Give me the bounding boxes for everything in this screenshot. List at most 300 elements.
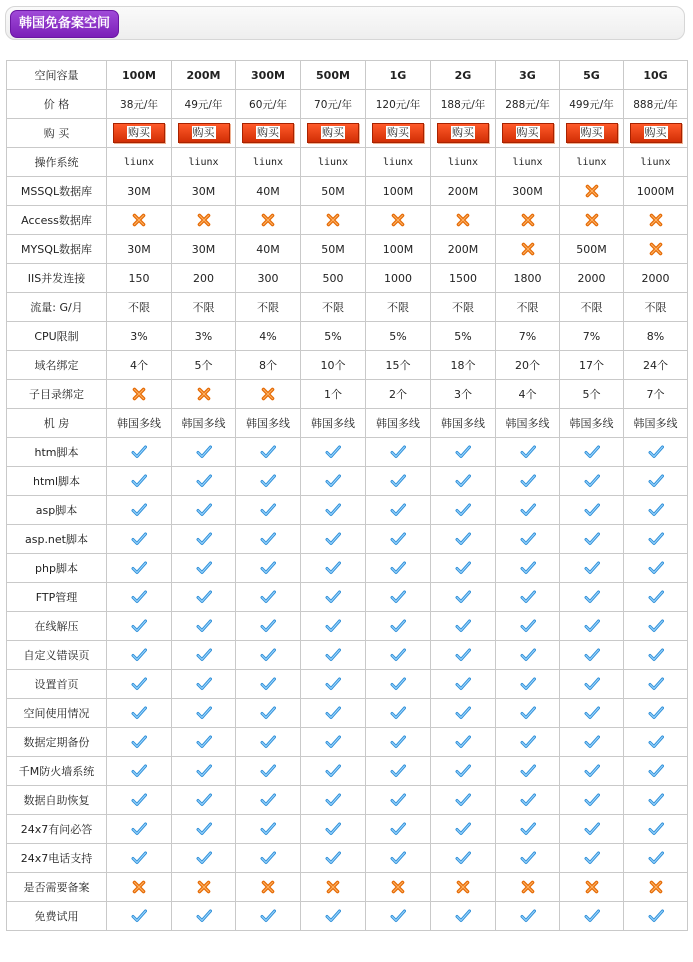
table-cell: 4%	[236, 322, 301, 351]
table-cell: 韩国多线	[366, 409, 431, 438]
row-label: 数据自助恢复	[7, 786, 107, 815]
feature-yes	[366, 757, 431, 786]
feature-no	[624, 873, 688, 902]
check-icon	[325, 908, 341, 924]
feature-yes	[172, 670, 236, 699]
feature-no	[107, 873, 172, 902]
feature-yes	[172, 612, 236, 641]
feature-yes	[496, 786, 560, 815]
table-row	[7, 699, 688, 728]
check-icon	[131, 763, 147, 779]
row-label: 数据定期备份	[7, 728, 107, 757]
feature-yes	[431, 902, 496, 931]
cross-icon	[131, 212, 147, 228]
check-icon	[584, 589, 600, 605]
pricing-table-body	[7, 61, 688, 931]
page-header	[5, 6, 685, 40]
feature-yes	[431, 786, 496, 815]
feature-yes	[431, 728, 496, 757]
column-header: 3G	[496, 61, 560, 90]
feature-yes	[172, 525, 236, 554]
feature-yes	[431, 612, 496, 641]
table-cell: 20个	[496, 351, 560, 380]
cross-icon	[260, 879, 276, 895]
cross-icon	[390, 879, 406, 895]
check-icon	[390, 473, 406, 489]
table-cell: 3个	[431, 380, 496, 409]
check-icon	[196, 676, 212, 692]
check-icon	[390, 763, 406, 779]
cross-icon	[584, 183, 600, 199]
feature-yes	[366, 554, 431, 583]
buy-cell	[236, 119, 301, 148]
feature-yes	[496, 844, 560, 873]
table-cell: 17个	[560, 351, 624, 380]
table-cell: liunx	[624, 148, 688, 177]
buy-cell	[431, 119, 496, 148]
feature-yes	[107, 467, 172, 496]
check-icon	[648, 531, 664, 547]
check-icon	[325, 560, 341, 576]
check-icon	[455, 618, 471, 634]
check-icon	[390, 734, 406, 750]
check-icon	[196, 908, 212, 924]
buy-button-label: 购买	[192, 126, 215, 139]
table-row	[7, 554, 688, 583]
check-icon	[325, 502, 341, 518]
feature-yes	[236, 699, 301, 728]
feature-yes	[624, 554, 688, 583]
check-icon	[390, 560, 406, 576]
feature-no	[172, 380, 236, 409]
table-cell: liunx	[496, 148, 560, 177]
table-row	[7, 293, 688, 322]
table-cell: liunx	[301, 148, 366, 177]
table-cell: 不限	[301, 293, 366, 322]
cross-icon	[196, 386, 212, 402]
feature-yes	[366, 467, 431, 496]
buy-button[interactable]	[437, 123, 489, 143]
cross-icon	[648, 241, 664, 257]
check-icon	[196, 792, 212, 808]
check-icon	[260, 531, 276, 547]
feature-no	[560, 206, 624, 235]
feature-yes	[366, 728, 431, 757]
feature-yes	[172, 902, 236, 931]
check-icon	[131, 676, 147, 692]
column-header: 100M	[107, 61, 172, 90]
feature-yes	[301, 786, 366, 815]
check-icon	[196, 705, 212, 721]
table-cell: 5%	[431, 322, 496, 351]
check-icon	[260, 473, 276, 489]
table-cell: 不限	[236, 293, 301, 322]
buy-button[interactable]	[307, 123, 359, 143]
feature-yes	[431, 554, 496, 583]
table-row	[7, 873, 688, 902]
check-icon	[584, 444, 600, 460]
table-cell: 韩国多线	[560, 409, 624, 438]
feature-yes	[560, 641, 624, 670]
table-row	[7, 206, 688, 235]
feature-yes	[107, 554, 172, 583]
table-row	[7, 467, 688, 496]
table-cell: liunx	[172, 148, 236, 177]
table-cell: 1000M	[624, 177, 688, 206]
table-cell: 3%	[172, 322, 236, 351]
table-cell: liunx	[107, 148, 172, 177]
table-cell: 1个	[301, 380, 366, 409]
table-cell: 30M	[172, 177, 236, 206]
feature-yes	[624, 786, 688, 815]
check-icon	[390, 821, 406, 837]
buy-cell	[301, 119, 366, 148]
table-row	[7, 844, 688, 873]
check-icon	[584, 560, 600, 576]
check-icon	[196, 850, 212, 866]
feature-yes	[496, 815, 560, 844]
table-cell: 不限	[560, 293, 624, 322]
cross-icon	[260, 386, 276, 402]
check-icon	[520, 444, 536, 460]
row-label: asp.net脚本	[7, 525, 107, 554]
feature-yes	[301, 815, 366, 844]
feature-yes	[496, 525, 560, 554]
cross-icon	[520, 241, 536, 257]
buy-button-label: 购买	[257, 126, 279, 139]
feature-yes	[560, 467, 624, 496]
feature-no	[366, 873, 431, 902]
table-cell: 不限	[496, 293, 560, 322]
table-cell: 韩国多线	[107, 409, 172, 438]
feature-no	[107, 380, 172, 409]
buy-button[interactable]	[566, 123, 618, 143]
cross-icon	[520, 212, 536, 228]
table-cell: 288元/年	[496, 90, 560, 119]
check-icon	[584, 734, 600, 750]
check-icon	[325, 647, 341, 663]
check-icon	[584, 705, 600, 721]
feature-yes	[301, 525, 366, 554]
table-cell: 40M	[236, 177, 301, 206]
buy-button-label: 购买	[322, 126, 344, 139]
check-icon	[520, 647, 536, 663]
row-label: MYSQL数据库	[7, 235, 107, 264]
check-icon	[520, 473, 536, 489]
feature-yes	[431, 844, 496, 873]
feature-yes	[172, 438, 236, 467]
feature-yes	[431, 496, 496, 525]
buy-cell	[560, 119, 624, 148]
check-icon	[584, 618, 600, 634]
feature-yes	[496, 757, 560, 786]
table-row	[7, 90, 688, 119]
feature-yes	[366, 612, 431, 641]
check-icon	[196, 560, 212, 576]
check-icon	[648, 821, 664, 837]
check-icon	[455, 676, 471, 692]
check-icon	[260, 792, 276, 808]
feature-yes	[236, 757, 301, 786]
feature-yes	[236, 815, 301, 844]
check-icon	[520, 850, 536, 866]
feature-yes	[107, 496, 172, 525]
table-cell: 韩国多线	[301, 409, 366, 438]
row-label: html脚本	[7, 467, 107, 496]
table-cell: 韩国多线	[624, 409, 688, 438]
check-icon	[131, 560, 147, 576]
table-cell: 500M	[560, 235, 624, 264]
check-icon	[648, 473, 664, 489]
table-row	[7, 177, 688, 206]
check-icon	[131, 502, 147, 518]
buy-button[interactable]	[242, 123, 294, 143]
check-icon	[584, 676, 600, 692]
cross-icon	[584, 212, 600, 228]
row-label: MSSQL数据库	[7, 177, 107, 206]
feature-yes	[236, 467, 301, 496]
feature-yes	[236, 641, 301, 670]
check-icon	[648, 734, 664, 750]
check-icon	[648, 444, 664, 460]
feature-yes	[301, 496, 366, 525]
check-icon	[648, 908, 664, 924]
feature-no	[496, 873, 560, 902]
buy-button[interactable]	[372, 123, 424, 143]
row-label: 流量: G/月	[7, 293, 107, 322]
check-icon	[520, 705, 536, 721]
feature-yes	[431, 641, 496, 670]
feature-yes	[560, 902, 624, 931]
check-icon	[325, 734, 341, 750]
buy-cell	[172, 119, 236, 148]
check-icon	[325, 792, 341, 808]
table-cell: 7个	[624, 380, 688, 409]
buy-button[interactable]	[178, 123, 230, 143]
table-row	[7, 409, 688, 438]
feature-yes	[172, 496, 236, 525]
feature-yes	[236, 902, 301, 931]
feature-yes	[366, 583, 431, 612]
feature-yes	[366, 844, 431, 873]
feature-yes	[172, 815, 236, 844]
row-label: 子目录绑定	[7, 380, 107, 409]
feature-yes	[107, 786, 172, 815]
cross-icon	[196, 879, 212, 895]
check-icon	[325, 676, 341, 692]
check-icon	[196, 502, 212, 518]
feature-yes	[560, 699, 624, 728]
check-icon	[196, 763, 212, 779]
feature-yes	[301, 554, 366, 583]
feature-yes	[431, 699, 496, 728]
table-cell: 不限	[107, 293, 172, 322]
feature-yes	[560, 844, 624, 873]
buy-button-label: 购买	[516, 126, 539, 139]
check-icon	[390, 502, 406, 518]
check-icon	[131, 792, 147, 808]
feature-yes	[560, 786, 624, 815]
check-icon	[196, 589, 212, 605]
table-cell: 15个	[366, 351, 431, 380]
check-icon	[260, 676, 276, 692]
feature-yes	[431, 525, 496, 554]
feature-no	[172, 873, 236, 902]
feature-yes	[560, 728, 624, 757]
check-icon	[196, 531, 212, 547]
check-icon	[648, 560, 664, 576]
feature-yes	[172, 699, 236, 728]
row-label: 24x7电话支持	[7, 844, 107, 873]
table-cell: 150	[107, 264, 172, 293]
table-cell: 300M	[496, 177, 560, 206]
check-icon	[325, 705, 341, 721]
table-cell: 10个	[301, 351, 366, 380]
check-icon	[455, 792, 471, 808]
check-icon	[390, 792, 406, 808]
feature-no	[496, 235, 560, 264]
cross-icon	[520, 879, 536, 895]
feature-yes	[431, 467, 496, 496]
buy-cell	[366, 119, 431, 148]
feature-yes	[624, 757, 688, 786]
feature-yes	[301, 670, 366, 699]
buy-button[interactable]	[502, 123, 554, 143]
feature-yes	[560, 612, 624, 641]
feature-yes	[624, 699, 688, 728]
feature-yes	[236, 786, 301, 815]
feature-yes	[172, 728, 236, 757]
table-cell: 4个	[107, 351, 172, 380]
cross-icon	[390, 212, 406, 228]
feature-yes	[624, 670, 688, 699]
check-icon	[455, 444, 471, 460]
column-header: 5G	[560, 61, 624, 90]
row-label: htm脚本	[7, 438, 107, 467]
row-label: 自定义错误页	[7, 641, 107, 670]
table-cell: 7%	[560, 322, 624, 351]
check-icon	[455, 763, 471, 779]
feature-yes	[172, 583, 236, 612]
check-icon	[260, 444, 276, 460]
column-header: 1G	[366, 61, 431, 90]
check-icon	[520, 560, 536, 576]
feature-yes	[301, 699, 366, 728]
feature-yes	[560, 525, 624, 554]
check-icon	[455, 734, 471, 750]
feature-no	[496, 206, 560, 235]
feature-yes	[107, 612, 172, 641]
row-label: php脚本	[7, 554, 107, 583]
feature-yes	[301, 728, 366, 757]
feature-yes	[624, 902, 688, 931]
feature-yes	[236, 583, 301, 612]
row-label: IIS并发连接	[7, 264, 107, 293]
table-cell: 49元/年	[172, 90, 236, 119]
feature-yes	[107, 583, 172, 612]
check-icon	[260, 502, 276, 518]
feature-yes	[107, 902, 172, 931]
table-cell: 1800	[496, 264, 560, 293]
feature-yes	[560, 496, 624, 525]
table-cell: 40M	[236, 235, 301, 264]
check-icon	[390, 908, 406, 924]
buy-button[interactable]	[113, 123, 165, 143]
table-cell: 5%	[366, 322, 431, 351]
table-cell: 30M	[172, 235, 236, 264]
buy-button[interactable]	[630, 123, 682, 143]
table-cell: 5%	[301, 322, 366, 351]
check-icon	[325, 763, 341, 779]
table-cell: 888元/年	[624, 90, 688, 119]
table-cell: 200M	[431, 177, 496, 206]
feature-yes	[496, 699, 560, 728]
feature-yes	[624, 844, 688, 873]
feature-yes	[366, 496, 431, 525]
row-label: 设置首页	[7, 670, 107, 699]
table-cell: 38元/年	[107, 90, 172, 119]
check-icon	[455, 705, 471, 721]
feature-yes	[496, 554, 560, 583]
check-icon	[390, 850, 406, 866]
check-icon	[196, 444, 212, 460]
check-icon	[520, 502, 536, 518]
column-header: 500M	[301, 61, 366, 90]
table-row	[7, 496, 688, 525]
row-label: CPU限制	[7, 322, 107, 351]
check-icon	[131, 444, 147, 460]
check-icon	[648, 502, 664, 518]
feature-yes	[624, 496, 688, 525]
check-icon	[584, 473, 600, 489]
check-icon	[260, 618, 276, 634]
table-cell: liunx	[431, 148, 496, 177]
table-cell: 5个	[560, 380, 624, 409]
table-cell: 4个	[496, 380, 560, 409]
check-icon	[390, 705, 406, 721]
check-icon	[131, 850, 147, 866]
row-label: 免费试用	[7, 902, 107, 931]
check-icon	[196, 473, 212, 489]
check-icon	[648, 705, 664, 721]
table-cell: 200	[172, 264, 236, 293]
feature-yes	[366, 699, 431, 728]
feature-no	[624, 235, 688, 264]
feature-yes	[624, 641, 688, 670]
feature-yes	[172, 641, 236, 670]
feature-yes	[496, 583, 560, 612]
cross-icon	[648, 879, 664, 895]
check-icon	[325, 444, 341, 460]
feature-yes	[236, 496, 301, 525]
buy-cell	[107, 119, 172, 148]
check-icon	[131, 705, 147, 721]
cross-icon	[260, 212, 276, 228]
check-icon	[325, 531, 341, 547]
feature-no	[624, 206, 688, 235]
cross-icon	[648, 212, 664, 228]
check-icon	[648, 676, 664, 692]
check-icon	[455, 531, 471, 547]
check-icon	[325, 589, 341, 605]
check-icon	[260, 850, 276, 866]
feature-yes	[496, 670, 560, 699]
feature-yes	[236, 728, 301, 757]
row-label: 千M防火墙系统	[7, 757, 107, 786]
table-cell: 3%	[107, 322, 172, 351]
check-icon	[260, 589, 276, 605]
check-icon	[584, 647, 600, 663]
